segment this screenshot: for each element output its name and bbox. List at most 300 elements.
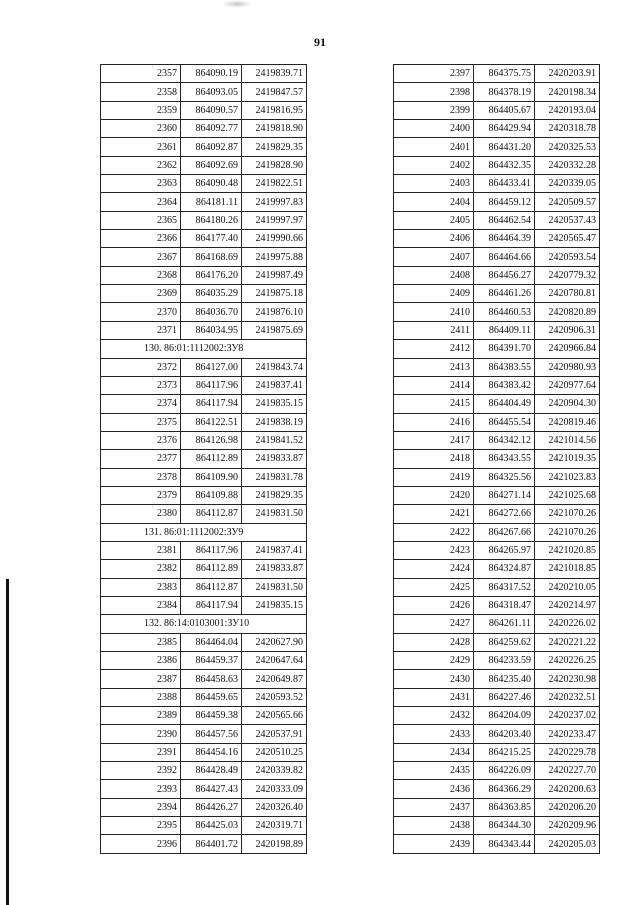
coordinate-y: 2419833.87 (242, 560, 307, 578)
table-row (394, 817, 600, 835)
coordinate-x: 864036.70 (181, 303, 242, 321)
table-row (394, 120, 600, 138)
coordinate-x: 864459.37 (181, 652, 242, 670)
section-header-row (101, 340, 307, 358)
table-row (394, 193, 600, 211)
coordinate-x: 864259.62 (474, 633, 535, 651)
point-number: 2366 (101, 230, 181, 248)
point-number: 2437 (394, 798, 474, 816)
coordinate-x: 864090.48 (181, 175, 242, 193)
coordinate-x: 864272.66 (474, 505, 535, 523)
point-number: 2364 (101, 193, 181, 211)
coordinate-y: 2420647.64 (242, 652, 307, 670)
coordinate-x: 864090.57 (181, 101, 242, 119)
coordinate-y: 2420980.93 (535, 358, 600, 376)
coordinate-y: 2419835.15 (242, 395, 307, 413)
coordinate-y: 2419829.35 (242, 138, 307, 156)
coordinate-y: 2419837.41 (242, 541, 307, 559)
coordinate-y: 2420193.04 (535, 101, 600, 119)
coordinate-x: 864375.75 (474, 65, 535, 83)
point-number: 2409 (394, 285, 474, 303)
coordinate-x: 864271.14 (474, 486, 535, 504)
coordinate-y: 2420779.32 (535, 266, 600, 284)
table-row (101, 413, 307, 431)
table-row (394, 688, 600, 706)
point-number: 2377 (101, 450, 181, 468)
coordinate-x: 864404.49 (474, 395, 535, 413)
coordinate-x: 864109.90 (181, 468, 242, 486)
coordinate-x: 864461.26 (474, 285, 535, 303)
coordinate-y: 2420198.34 (535, 83, 600, 101)
coordinate-y: 2419829.35 (242, 486, 307, 504)
table-row (101, 578, 307, 596)
coordinate-x: 864092.69 (181, 156, 242, 174)
point-number: 2360 (101, 120, 181, 138)
coordinate-x: 864405.67 (474, 101, 535, 119)
point-number: 2408 (394, 266, 474, 284)
coordinate-y: 2419837.41 (242, 376, 307, 394)
coordinate-x: 864117.96 (181, 541, 242, 559)
table-row (394, 505, 600, 523)
point-number: 2406 (394, 230, 474, 248)
point-number: 2433 (394, 725, 474, 743)
table-row (101, 707, 307, 725)
coordinate-x: 864127.00 (181, 358, 242, 376)
coordinate-x: 864431.20 (474, 138, 535, 156)
coordinate-y: 2419843.74 (242, 358, 307, 376)
coordinate-y: 2421020.85 (535, 541, 600, 559)
coordinate-y: 2420237.02 (535, 707, 600, 725)
table-row (101, 670, 307, 688)
coordinate-y: 2421014.56 (535, 431, 600, 449)
table-row (101, 175, 307, 193)
coordinate-x: 864122.51 (181, 413, 242, 431)
coordinate-y: 2421018.85 (535, 560, 600, 578)
table-row (394, 798, 600, 816)
coordinate-x: 864317.52 (474, 578, 535, 596)
table-row (101, 156, 307, 174)
table-row (394, 725, 600, 743)
table-row (394, 101, 600, 119)
table-row (101, 376, 307, 394)
point-number: 2434 (394, 743, 474, 761)
table-row (394, 670, 600, 688)
table-row (394, 156, 600, 174)
point-number: 2389 (101, 707, 181, 725)
coordinate-y: 2420593.52 (242, 688, 307, 706)
coordinate-y: 2419847.57 (242, 83, 307, 101)
point-number: 2427 (394, 615, 474, 633)
point-number: 2378 (101, 468, 181, 486)
coordinate-x: 864034.95 (181, 321, 242, 339)
coordinate-y: 2420325.53 (535, 138, 600, 156)
table-row (101, 505, 307, 523)
point-number: 2380 (101, 505, 181, 523)
table-row (394, 431, 600, 449)
point-number: 2382 (101, 560, 181, 578)
point-number: 2398 (394, 83, 474, 101)
coordinate-y: 2420214.97 (535, 596, 600, 614)
table-row (101, 193, 307, 211)
coordinate-x: 864366.29 (474, 780, 535, 798)
table-row (101, 633, 307, 651)
point-number: 2367 (101, 248, 181, 266)
table-row (101, 83, 307, 101)
point-number: 2429 (394, 652, 474, 670)
coordinate-x: 864363.85 (474, 798, 535, 816)
coordinate-y: 2419975.88 (242, 248, 307, 266)
coordinate-y: 2420221.22 (535, 633, 600, 651)
point-number: 2373 (101, 376, 181, 394)
point-number: 2416 (394, 413, 474, 431)
coordinate-x: 864112.87 (181, 505, 242, 523)
table-row (101, 468, 307, 486)
table-row (101, 560, 307, 578)
coordinate-y: 2420198.89 (242, 835, 307, 853)
coordinate-y: 2420210.05 (535, 578, 600, 596)
coordinate-y: 2419818.90 (242, 120, 307, 138)
coordinate-y: 2419833.87 (242, 450, 307, 468)
table-row (101, 486, 307, 504)
table-row (394, 450, 600, 468)
coordinate-y: 2419875.18 (242, 285, 307, 303)
coordinate-y: 2420226.02 (535, 615, 600, 633)
point-number: 2397 (394, 65, 474, 83)
table-row (394, 211, 600, 229)
table-row (394, 248, 600, 266)
table-row (101, 358, 307, 376)
section-header-row (101, 615, 307, 633)
point-number: 2413 (394, 358, 474, 376)
point-number: 2393 (101, 780, 181, 798)
coordinate-x: 864261.11 (474, 615, 535, 633)
point-number: 2362 (101, 156, 181, 174)
point-number: 2387 (101, 670, 181, 688)
table-row (101, 266, 307, 284)
scan-smudge (222, 0, 252, 8)
point-number: 2365 (101, 211, 181, 229)
table-row (101, 835, 307, 853)
coordinate-x: 864112.87 (181, 578, 242, 596)
point-number: 2425 (394, 578, 474, 596)
coordinate-x: 864112.89 (181, 560, 242, 578)
coordinate-x: 864117.94 (181, 596, 242, 614)
coordinate-x: 864109.88 (181, 486, 242, 504)
coordinate-y: 2420318.78 (535, 120, 600, 138)
coordinate-y: 2419822.51 (242, 175, 307, 193)
point-number: 2424 (394, 560, 474, 578)
coordinate-x: 864117.96 (181, 376, 242, 394)
coordinate-x: 864428.49 (181, 762, 242, 780)
table-row (101, 780, 307, 798)
table-row (394, 83, 600, 101)
table-row (394, 358, 600, 376)
table-row (394, 285, 600, 303)
point-number: 2415 (394, 395, 474, 413)
coordinate-x: 864426.27 (181, 798, 242, 816)
table-row (101, 120, 307, 138)
coordinate-x: 864168.69 (181, 248, 242, 266)
coordinate-x: 864462.54 (474, 211, 535, 229)
point-number: 2390 (101, 725, 181, 743)
coordinate-x: 864117.94 (181, 395, 242, 413)
coordinate-x: 864204.09 (474, 707, 535, 725)
table-row (394, 652, 600, 670)
coordinate-x: 864092.77 (181, 120, 242, 138)
point-number: 2435 (394, 762, 474, 780)
point-number: 2359 (101, 101, 181, 119)
coordinates-table-left (100, 64, 307, 854)
point-number: 2383 (101, 578, 181, 596)
coordinate-x: 864343.55 (474, 450, 535, 468)
coordinate-x: 864456.27 (474, 266, 535, 284)
table-row (394, 633, 600, 651)
coordinate-y: 2419875.69 (242, 321, 307, 339)
coordinate-y: 2420205.03 (535, 835, 600, 853)
table-row (101, 395, 307, 413)
coordinates-table-right (393, 64, 600, 854)
coordinate-y: 2419816.95 (242, 101, 307, 119)
section-title: 131. 86:01:1112002:ЗУ9 (101, 523, 307, 541)
coordinate-y: 2421023.83 (535, 468, 600, 486)
point-number: 2431 (394, 688, 474, 706)
coordinate-x: 864203.40 (474, 725, 535, 743)
coordinate-y: 2419838.19 (242, 413, 307, 431)
coordinate-y: 2420226.25 (535, 652, 600, 670)
table-row (394, 707, 600, 725)
coordinate-y: 2420339.82 (242, 762, 307, 780)
coordinate-y: 2421019.35 (535, 450, 600, 468)
coordinate-y: 2420200.63 (535, 780, 600, 798)
coordinate-x: 864342.12 (474, 431, 535, 449)
point-number: 2414 (394, 376, 474, 394)
table-row (394, 303, 600, 321)
point-number: 2439 (394, 835, 474, 853)
coordinate-y: 2420593.54 (535, 248, 600, 266)
coordinate-x: 864464.66 (474, 248, 535, 266)
point-number: 2388 (101, 688, 181, 706)
point-number: 2410 (394, 303, 474, 321)
coordinate-y: 2419990.66 (242, 230, 307, 248)
point-number: 2372 (101, 358, 181, 376)
point-number: 2363 (101, 175, 181, 193)
coordinate-y: 2420565.47 (535, 230, 600, 248)
point-number: 2375 (101, 413, 181, 431)
coordinate-x: 864432.35 (474, 156, 535, 174)
point-number: 2417 (394, 431, 474, 449)
point-number: 2376 (101, 431, 181, 449)
coordinate-y: 2420820.89 (535, 303, 600, 321)
coordinate-y: 2419828.90 (242, 156, 307, 174)
coordinate-x: 864176.20 (181, 266, 242, 284)
table-row (394, 541, 600, 559)
table-row (394, 376, 600, 394)
point-number: 2396 (101, 835, 181, 853)
coordinate-y: 2420780.81 (535, 285, 600, 303)
table-row (101, 743, 307, 761)
coordinate-y: 2420326.40 (242, 798, 307, 816)
coordinate-x: 864383.55 (474, 358, 535, 376)
table-row (101, 248, 307, 266)
table-row (394, 266, 600, 284)
point-number: 2401 (394, 138, 474, 156)
table-row (101, 230, 307, 248)
coordinate-y: 2420509.57 (535, 193, 600, 211)
table-row (101, 211, 307, 229)
point-number: 2391 (101, 743, 181, 761)
point-number: 2371 (101, 321, 181, 339)
coordinate-x: 864265.97 (474, 541, 535, 559)
table-row (394, 486, 600, 504)
point-number: 2357 (101, 65, 181, 83)
coordinate-y: 2420966.84 (535, 340, 600, 358)
table-row (394, 523, 600, 541)
coordinate-x: 864181.11 (181, 193, 242, 211)
point-number: 2419 (394, 468, 474, 486)
coordinate-y: 2419997.83 (242, 193, 307, 211)
coordinate-x: 864458.63 (181, 670, 242, 688)
point-number: 2400 (394, 120, 474, 138)
coordinate-y: 2420906.31 (535, 321, 600, 339)
point-number: 2370 (101, 303, 181, 321)
coordinate-y: 2420649.87 (242, 670, 307, 688)
table-row (101, 101, 307, 119)
coordinate-x: 864457.56 (181, 725, 242, 743)
coordinate-y: 2420230.98 (535, 670, 600, 688)
coordinate-y: 2420209.96 (535, 817, 600, 835)
table-row (394, 615, 600, 633)
table-row (394, 395, 600, 413)
point-number: 2385 (101, 633, 181, 651)
table-row (394, 468, 600, 486)
table-row (394, 743, 600, 761)
point-number: 2418 (394, 450, 474, 468)
table-row (101, 798, 307, 816)
coordinate-x: 864459.12 (474, 193, 535, 211)
coordinate-x: 864177.40 (181, 230, 242, 248)
coordinate-y: 2420227.70 (535, 762, 600, 780)
section-title: 130. 86:01:1112002:ЗУ8 (101, 340, 307, 358)
table-row (394, 762, 600, 780)
coordinate-y: 2419876.10 (242, 303, 307, 321)
coordinate-x: 864464.04 (181, 633, 242, 651)
point-number: 2361 (101, 138, 181, 156)
coordinate-y: 2420537.43 (535, 211, 600, 229)
table-row (394, 138, 600, 156)
coordinate-x: 864126.98 (181, 431, 242, 449)
coordinate-y: 2420332.28 (535, 156, 600, 174)
coordinate-y: 2420232.51 (535, 688, 600, 706)
table-row (394, 413, 600, 431)
coordinate-x: 864383.42 (474, 376, 535, 394)
point-number: 2368 (101, 266, 181, 284)
point-number: 2405 (394, 211, 474, 229)
coordinate-x: 864425.03 (181, 817, 242, 835)
coordinate-y: 2421070.26 (535, 505, 600, 523)
section-header-row (101, 523, 307, 541)
page-number: 91 (314, 35, 326, 49)
coordinate-x: 864409.11 (474, 321, 535, 339)
coordinate-y: 2420510.25 (242, 743, 307, 761)
point-number: 2369 (101, 285, 181, 303)
point-number: 2384 (101, 596, 181, 614)
coordinate-x: 864227.46 (474, 688, 535, 706)
table-row (101, 762, 307, 780)
coordinate-x: 864427.43 (181, 780, 242, 798)
table-row (101, 688, 307, 706)
section-title: 132. 86:14:0103001:ЗУ10 (101, 615, 307, 633)
table-row (101, 303, 307, 321)
coordinate-x: 864215.25 (474, 743, 535, 761)
table-row (394, 340, 600, 358)
coordinate-y: 2421070.26 (535, 523, 600, 541)
point-number: 2404 (394, 193, 474, 211)
coordinate-y: 2420565.66 (242, 707, 307, 725)
coordinate-y: 2420537.91 (242, 725, 307, 743)
coordinate-y: 2419831.50 (242, 505, 307, 523)
table-row (101, 65, 307, 83)
point-number: 2412 (394, 340, 474, 358)
point-number: 2394 (101, 798, 181, 816)
coordinate-y: 2419839.71 (242, 65, 307, 83)
point-number: 2421 (394, 505, 474, 523)
coordinate-x: 864233.59 (474, 652, 535, 670)
coordinate-y: 2420904.30 (535, 395, 600, 413)
coordinate-y: 2419987.49 (242, 266, 307, 284)
table-row (101, 652, 307, 670)
coordinate-x: 864267.66 (474, 523, 535, 541)
table-row (394, 596, 600, 614)
point-number: 2438 (394, 817, 474, 835)
coordinate-x: 864324.87 (474, 560, 535, 578)
table-row (101, 725, 307, 743)
coordinate-y: 2421025.68 (535, 486, 600, 504)
point-number: 2358 (101, 83, 181, 101)
coordinate-y: 2420819.46 (535, 413, 600, 431)
point-number: 2423 (394, 541, 474, 559)
point-number: 2392 (101, 762, 181, 780)
coordinate-y: 2420206.20 (535, 798, 600, 816)
coordinate-x: 864460.53 (474, 303, 535, 321)
table-row (394, 230, 600, 248)
coordinate-x: 864093.05 (181, 83, 242, 101)
table-row (101, 138, 307, 156)
coordinate-x: 864454.16 (181, 743, 242, 761)
coordinate-y: 2420339.05 (535, 175, 600, 193)
coordinate-x: 864235.40 (474, 670, 535, 688)
point-number: 2430 (394, 670, 474, 688)
table-row (101, 596, 307, 614)
point-number: 2381 (101, 541, 181, 559)
coordinate-x: 864090.19 (181, 65, 242, 83)
table-row (101, 450, 307, 468)
table-row (394, 780, 600, 798)
coordinate-x: 864092.87 (181, 138, 242, 156)
coordinate-x: 864226.09 (474, 762, 535, 780)
coordinate-y: 2419841.52 (242, 431, 307, 449)
margin-bar (6, 579, 9, 905)
coordinate-x: 864455.54 (474, 413, 535, 431)
coordinate-x: 864429.94 (474, 120, 535, 138)
point-number: 2399 (394, 101, 474, 119)
table-row (101, 321, 307, 339)
point-number: 2422 (394, 523, 474, 541)
coordinate-x: 864180.26 (181, 211, 242, 229)
coordinate-y: 2420203.91 (535, 65, 600, 83)
coordinate-x: 864459.38 (181, 707, 242, 725)
coordinate-x: 864433.41 (474, 175, 535, 193)
coordinate-y: 2420627.90 (242, 633, 307, 651)
